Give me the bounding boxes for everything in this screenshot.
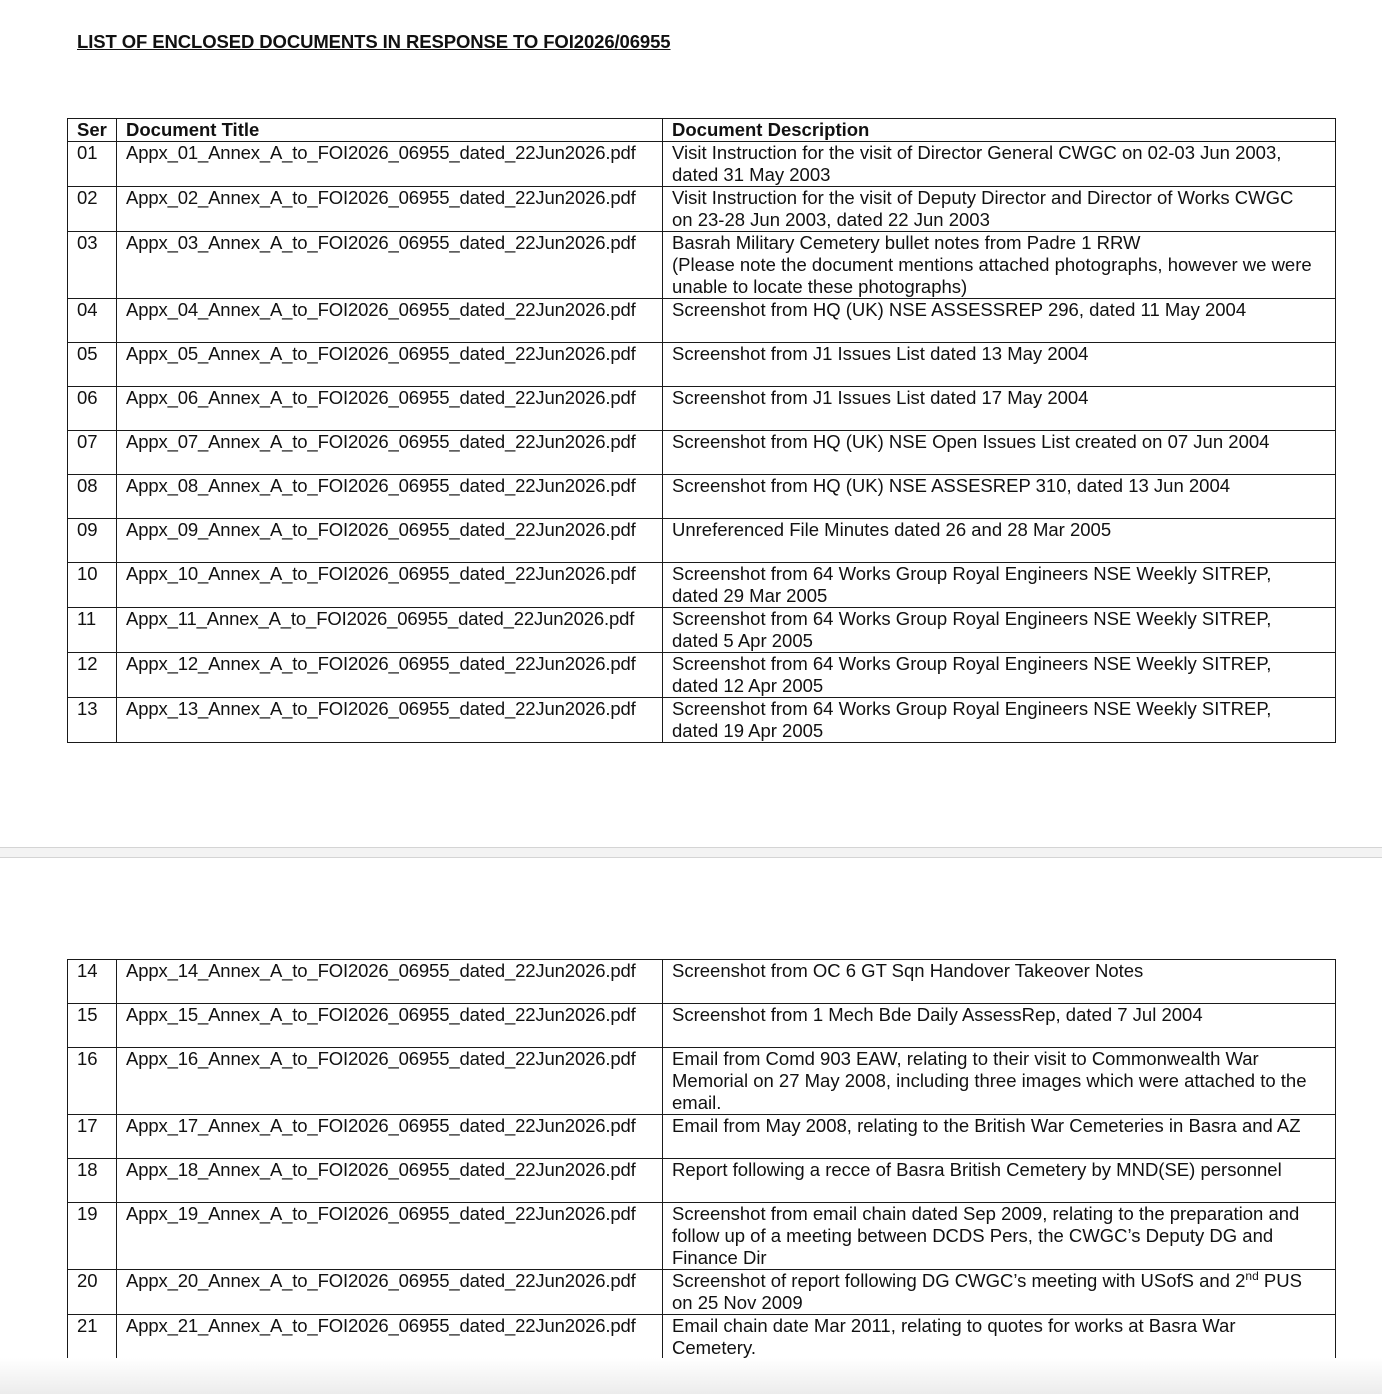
- row-ser-cell: 11: [68, 608, 117, 653]
- table-row: [68, 519, 1336, 563]
- table-row: [68, 1115, 1336, 1159]
- row-document-title-cell: Appx_13_Annex_A_to_FOI2026_06955_dated_22Jun2026.pdf: [117, 698, 663, 743]
- row-ser-cell: 16: [68, 1048, 117, 1115]
- table-row: [68, 1203, 1336, 1270]
- description-line-text: Email from Comd 903 EAW, relating to their visit to Commonwealth War: [672, 1048, 1259, 1069]
- superscript-ordinal: nd: [1245, 1269, 1259, 1283]
- table-row: [68, 698, 1336, 743]
- row-document-description-cell: [663, 1048, 1336, 1115]
- description-line-text: Screenshot from 64 Works Group Royal Engineers NSE Weekly SITREP,: [672, 698, 1272, 719]
- row-ser-cell: 02: [68, 187, 117, 232]
- description-line-text: follow up of a meeting between DCDS Pers, the CWGC’s Deputy DG and: [672, 1225, 1274, 1246]
- table-row: [68, 299, 1336, 343]
- description-line-text: dated 31 May 2003: [672, 164, 831, 185]
- description-line: [672, 431, 1327, 453]
- description-line: [672, 1292, 1327, 1314]
- row-document-description-cell: [663, 299, 1336, 343]
- description-line-text: Screenshot from HQ (UK) NSE ASSESREP 310, dated 13 Jun 2004: [672, 475, 1231, 496]
- row-document-description-cell: [663, 960, 1336, 1004]
- description-line: [672, 1070, 1327, 1092]
- table-row: [68, 1315, 1336, 1360]
- description-line: [672, 1270, 1327, 1292]
- description-line-text: dated 29 Mar 2005: [672, 585, 828, 606]
- row-document-title-cell: Appx_07_Annex_A_to_FOI2026_06955_dated_22Jun2026.pdf: [117, 431, 663, 475]
- row-ser-cell: 09: [68, 519, 117, 563]
- row-document-description-cell: [663, 343, 1336, 387]
- table-row: [68, 1270, 1336, 1315]
- description-line: [672, 1225, 1327, 1247]
- documents-table-body-page-2: [68, 960, 1336, 1360]
- description-line-text: Memorial on 27 May 2008, including three images which were attached to the: [672, 1070, 1307, 1091]
- description-line: [672, 1337, 1327, 1359]
- row-document-description-cell: [663, 1115, 1336, 1159]
- row-document-title-cell: Appx_05_Annex_A_to_FOI2026_06955_dated_22Jun2026.pdf: [117, 343, 663, 387]
- description-line-text: dated 19 Apr 2005: [672, 720, 824, 741]
- row-document-description-cell: [663, 142, 1336, 187]
- column-header-ser: Ser: [68, 119, 117, 142]
- description-line-text: Visit Instruction for the visit of Director General CWGC on 02-03 Jun 2003,: [672, 142, 1282, 163]
- row-document-title-cell: Appx_09_Annex_A_to_FOI2026_06955_dated_22Jun2026.pdf: [117, 519, 663, 563]
- description-line-text: Screenshot from HQ (UK) NSE Open Issues List created on 07 Jun 2004: [672, 431, 1270, 452]
- description-line-text: Screenshot of report following DG CWGC’s meeting with USofS and 2: [672, 1270, 1246, 1291]
- column-header-description: Document Description: [663, 119, 1336, 142]
- row-document-title-cell: Appx_19_Annex_A_to_FOI2026_06955_dated_22Jun2026.pdf: [117, 1203, 663, 1270]
- description-line-suffix: PUS: [1263, 1270, 1302, 1291]
- row-ser-cell: 13: [68, 698, 117, 743]
- description-line: [672, 276, 1327, 298]
- table-row: [68, 1004, 1336, 1048]
- documents-table-body-page-1: [68, 142, 1336, 743]
- table-header-row: [68, 119, 1336, 142]
- description-line: [672, 164, 1327, 186]
- table-row: [68, 343, 1336, 387]
- description-line-text: Screenshot from 64 Works Group Royal Engineers NSE Weekly SITREP,: [672, 653, 1272, 674]
- row-document-title-cell: Appx_03_Annex_A_to_FOI2026_06955_dated_22Jun2026.pdf: [117, 232, 663, 299]
- table-row: [68, 475, 1336, 519]
- row-ser-cell: 06: [68, 387, 117, 431]
- row-document-description-cell: [663, 563, 1336, 608]
- row-document-description-cell: [663, 232, 1336, 299]
- row-document-description-cell: [663, 653, 1336, 698]
- row-document-description-cell: [663, 475, 1336, 519]
- row-ser-cell: 03: [68, 232, 117, 299]
- description-line-text: on 25 Nov 2009: [672, 1292, 803, 1313]
- documents-table-page-2: [67, 959, 1336, 1360]
- row-document-description-cell: [663, 1203, 1336, 1270]
- description-line: [672, 142, 1327, 164]
- document-page-2: [0, 858, 1382, 1358]
- description-line: [672, 960, 1327, 982]
- description-line: [672, 720, 1327, 742]
- row-document-title-cell: Appx_18_Annex_A_to_FOI2026_06955_dated_22Jun2026.pdf: [117, 1159, 663, 1203]
- description-line-text: Email from May 2008, relating to the British War Cemeteries in Basra and AZ: [672, 1115, 1301, 1136]
- row-document-title-cell: Appx_06_Annex_A_to_FOI2026_06955_dated_22Jun2026.pdf: [117, 387, 663, 431]
- table-row: [68, 187, 1336, 232]
- description-line: [672, 630, 1327, 652]
- description-line: [672, 387, 1327, 409]
- description-line: [672, 585, 1327, 607]
- description-line-text: Screenshot from 64 Works Group Royal Engineers NSE Weekly SITREP,: [672, 563, 1272, 584]
- description-line-text: dated 5 Apr 2005: [672, 630, 813, 651]
- row-ser-cell: 10: [68, 563, 117, 608]
- description-line: [672, 608, 1327, 630]
- description-line: [672, 698, 1327, 720]
- row-ser-cell: 19: [68, 1203, 117, 1270]
- row-document-title-cell: Appx_15_Annex_A_to_FOI2026_06955_dated_22Jun2026.pdf: [117, 1004, 663, 1048]
- description-line: [672, 1048, 1327, 1070]
- column-header-title: Document Title: [117, 119, 663, 142]
- description-line-text: Visit Instruction for the visit of Deputy Director and Director of Works CWGC: [672, 187, 1294, 208]
- description-line: [672, 563, 1327, 585]
- description-line: [672, 1247, 1327, 1269]
- table-row: [68, 142, 1336, 187]
- row-ser-cell: 14: [68, 960, 117, 1004]
- row-ser-cell: 04: [68, 299, 117, 343]
- row-ser-cell: 01: [68, 142, 117, 187]
- description-line: [672, 209, 1327, 231]
- table-row: [68, 1048, 1336, 1115]
- row-ser-cell: 15: [68, 1004, 117, 1048]
- row-document-description-cell: [663, 608, 1336, 653]
- documents-table-page-1: [67, 118, 1336, 743]
- description-line-text: Cemetery.: [672, 1337, 756, 1358]
- table-row: [68, 1159, 1336, 1203]
- row-document-title-cell: Appx_14_Annex_A_to_FOI2026_06955_dated_22Jun2026.pdf: [117, 960, 663, 1004]
- row-ser-cell: 18: [68, 1159, 117, 1203]
- description-line: [672, 1203, 1327, 1225]
- row-ser-cell: 21: [68, 1315, 117, 1360]
- row-document-title-cell: Appx_02_Annex_A_to_FOI2026_06955_dated_22Jun2026.pdf: [117, 187, 663, 232]
- description-line-text: Screenshot from OC 6 GT Sqn Handover Takeover Notes: [672, 960, 1144, 981]
- row-document-description-cell: [663, 1004, 1336, 1048]
- row-document-description-cell: [663, 1315, 1336, 1360]
- row-document-description-cell: [663, 431, 1336, 475]
- viewer-bottom-edge: [0, 1358, 1382, 1394]
- description-line-text: Screenshot from 64 Works Group Royal Engineers NSE Weekly SITREP,: [672, 608, 1272, 629]
- description-line-text: Report following a recce of Basra British Cemetery by MND(SE) personnel: [672, 1159, 1282, 1180]
- description-line: [672, 299, 1327, 321]
- description-line-text: Screenshot from 1 Mech Bde Daily AssessRep, dated 7 Jul 2004: [672, 1004, 1203, 1025]
- description-line-text: Screenshot from email chain dated Sep 2009, relating to the preparation and: [672, 1203, 1300, 1224]
- description-line: [672, 1115, 1327, 1137]
- description-line-text: unable to locate these photographs): [672, 276, 968, 297]
- row-document-description-cell: [663, 187, 1336, 232]
- table-row: [68, 431, 1336, 475]
- description-line-text: email.: [672, 1092, 722, 1113]
- row-document-title-cell: Appx_17_Annex_A_to_FOI2026_06955_dated_22Jun2026.pdf: [117, 1115, 663, 1159]
- row-document-title-cell: Appx_10_Annex_A_to_FOI2026_06955_dated_22Jun2026.pdf: [117, 563, 663, 608]
- table-row: [68, 387, 1336, 431]
- table-row: [68, 563, 1336, 608]
- description-line: [672, 675, 1327, 697]
- description-line-text: Screenshot from J1 Issues List dated 17 May 2004: [672, 387, 1089, 408]
- description-line-text: Screenshot from J1 Issues List dated 13 May 2004: [672, 343, 1089, 364]
- row-document-title-cell: Appx_21_Annex_A_to_FOI2026_06955_dated_22Jun2026.pdf: [117, 1315, 663, 1360]
- row-ser-cell: 17: [68, 1115, 117, 1159]
- description-line-text: Unreferenced File Minutes dated 26 and 28 Mar 2005: [672, 519, 1112, 540]
- description-line: [672, 519, 1327, 541]
- row-ser-cell: 05: [68, 343, 117, 387]
- description-line: [672, 254, 1327, 276]
- document-heading: LIST OF ENCLOSED DOCUMENTS IN RESPONSE TO FOI2026/06955: [77, 31, 671, 52]
- row-document-title-cell: Appx_16_Annex_A_to_FOI2026_06955_dated_22Jun2026.pdf: [117, 1048, 663, 1115]
- description-line: [672, 1092, 1327, 1114]
- description-line: [672, 475, 1327, 497]
- table-row: [68, 653, 1336, 698]
- description-line: [672, 1159, 1327, 1181]
- description-line: [672, 232, 1327, 254]
- row-document-title-cell: Appx_04_Annex_A_to_FOI2026_06955_dated_22Jun2026.pdf: [117, 299, 663, 343]
- description-line-text: Screenshot from HQ (UK) NSE ASSESSREP 296, dated 11 May 2004: [672, 299, 1247, 320]
- row-ser-cell: 08: [68, 475, 117, 519]
- row-document-title-cell: Appx_11_Annex_A_to_FOI2026_06955_dated_22Jun2026.pdf: [117, 608, 663, 653]
- table-row: [68, 608, 1336, 653]
- row-document-title-cell: Appx_20_Annex_A_to_FOI2026_06955_dated_22Jun2026.pdf: [117, 1270, 663, 1315]
- description-line-text: dated 12 Apr 2005: [672, 675, 824, 696]
- description-line: [672, 1004, 1327, 1026]
- row-document-description-cell: [663, 519, 1336, 563]
- description-line: [672, 187, 1327, 209]
- row-document-title-cell: Appx_01_Annex_A_to_FOI2026_06955_dated_22Jun2026.pdf: [117, 142, 663, 187]
- description-line: [672, 1315, 1327, 1337]
- row-ser-cell: 20: [68, 1270, 117, 1315]
- row-ser-cell: 07: [68, 431, 117, 475]
- table-row: [68, 960, 1336, 1004]
- page-break: [0, 847, 1382, 858]
- description-line-text: Finance Dir: [672, 1247, 767, 1268]
- description-line-text: Email chain date Mar 2011, relating to quotes for works at Basra War: [672, 1315, 1236, 1336]
- table-row: [68, 232, 1336, 299]
- row-document-title-cell: Appx_12_Annex_A_to_FOI2026_06955_dated_22Jun2026.pdf: [117, 653, 663, 698]
- row-ser-cell: 12: [68, 653, 117, 698]
- description-line: [672, 343, 1327, 365]
- description-line-text: on 23-28 Jun 2003, dated 22 Jun 2003: [672, 209, 990, 230]
- row-document-title-cell: Appx_08_Annex_A_to_FOI2026_06955_dated_22Jun2026.pdf: [117, 475, 663, 519]
- row-document-description-cell: [663, 1159, 1336, 1203]
- row-document-description-cell: [663, 1270, 1336, 1315]
- description-line-text: Basrah Military Cemetery bullet notes from Padre 1 RRW: [672, 232, 1141, 253]
- description-line-text: (Please note the document mentions attached photographs, however we were: [672, 254, 1312, 275]
- description-line: [672, 653, 1327, 675]
- row-document-description-cell: [663, 698, 1336, 743]
- row-document-description-cell: [663, 387, 1336, 431]
